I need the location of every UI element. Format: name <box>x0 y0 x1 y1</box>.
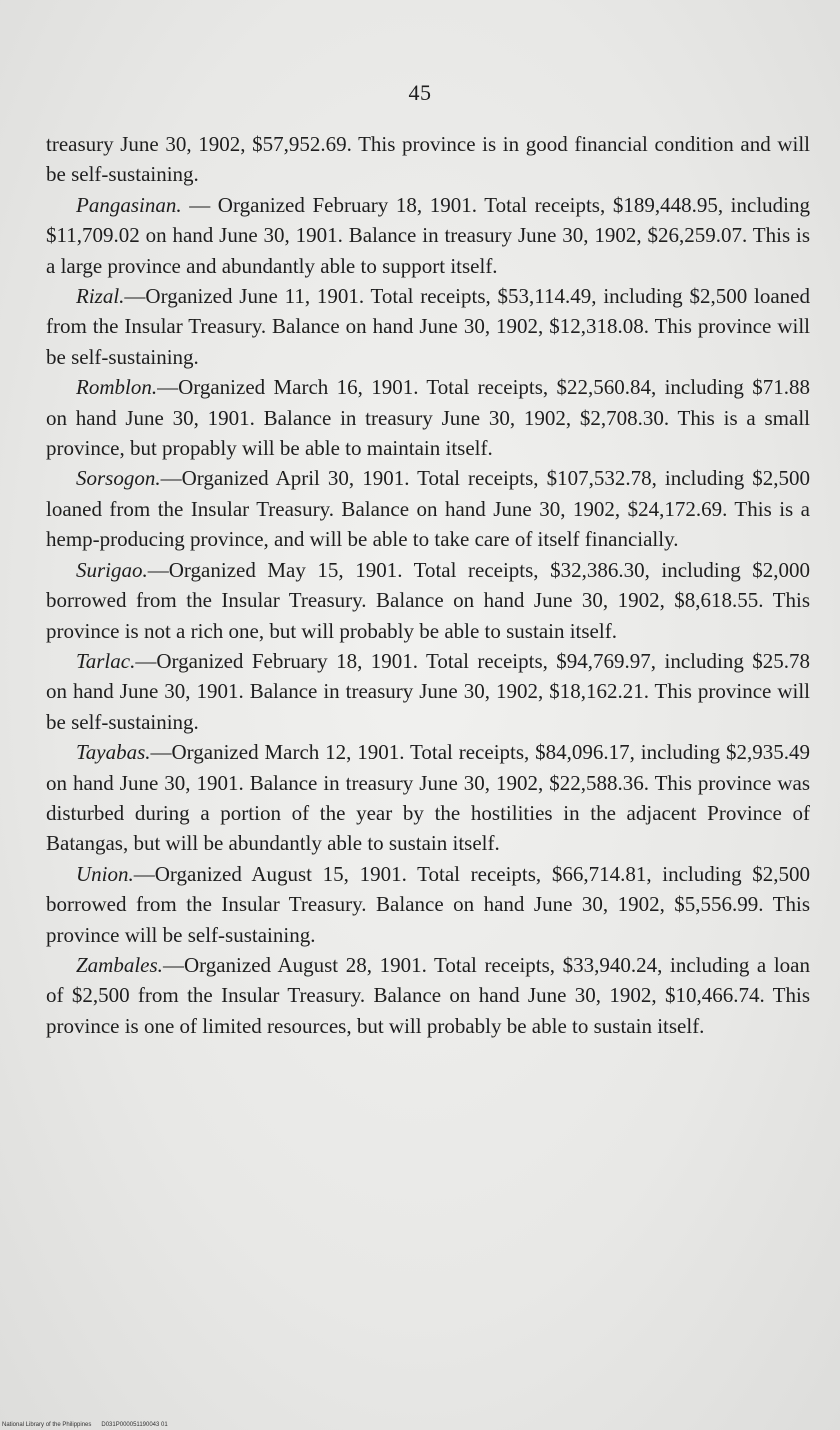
province-name: Rizal. <box>76 284 125 309</box>
scan-code: D031P000051190043 01 <box>101 1422 168 1428</box>
entry-tayabas <box>46 737 810 859</box>
entry-text: —Organized February 18, 1901. Total receipts, $94,769.97, including $25.78 on hand June 30, 1901. Balance in treasury June 30, 1902, $18,162.21. This province will be self-sustaining. <box>46 648 810 734</box>
province-name: Surigao. <box>76 557 148 582</box>
entry-romblon <box>46 372 810 463</box>
scan-footer <box>2 1422 178 1428</box>
province-name: Romblon. <box>76 375 158 400</box>
opening-paragraph: treasury June 30, 1902, $57,952.69. This province is in good financial condition and will be self-sustaining. <box>46 132 810 187</box>
body-text <box>46 129 810 1041</box>
province-name: Union. <box>76 861 134 886</box>
library-name: National Library of the Philippines <box>2 1422 92 1428</box>
entry-sorsogon <box>46 463 810 554</box>
entry-text: —Organized March 12, 1901. Total receipts, $84,096.17, including $2,935.49 on hand June 30, 1901. Balance in treasury June 30, 1902, $22,588.36. This province was disturbed during a portion of the year by the hostilities in the adjacent Province of Batangas, but will be abundantly able to sustain itself. <box>46 740 810 856</box>
entry-pangasinan <box>46 190 810 281</box>
entry-rizal <box>46 281 810 372</box>
entry-text: — Organized February 18, 1901. Total receipts, $189,448.95, including $11,709.02 on hand June 30, 1901. Balance in treasury June 30, 1902, $26,259.07. This is a large province and abundantly able to support itself. <box>46 192 810 278</box>
entry-union <box>46 859 810 950</box>
entry-zambales <box>46 950 810 1041</box>
entry-text: —Organized May 15, 1901. Total receipts, $32,386.30, including $2,000 borrowed from the Insular Treasury. Balance on hand June 30, 1902, $8,618.55. This province is not a rich one, but will probably be able to sustain itself. <box>46 557 810 643</box>
entry-text: —Organized April 30, 1901. Total receipts, $107,532.78, including $2,500 loaned from the Insular Treasury. Balance on hand June 30, 1902, $24,172.69. This is a hemp-producing province, and will be able to take care of itself financially. <box>46 466 810 552</box>
province-name: Pangasinan. <box>76 192 182 217</box>
entry-text: —Organized March 16, 1901. Total receipts, $22,560.84, including $71.88 on hand June 30, 1901. Balance in treasury June 30, 1902, $2,708.30. This is a small province, but propably will be able to maintain itself. <box>46 375 810 461</box>
entry-tarlac <box>46 646 810 737</box>
page-number: 45 <box>408 80 432 105</box>
entry-text: —Organized August 15, 1901. Total receipts, $66,714.81, including $2,500 borrowed from the Insular Treasury. Balance on hand June 30, 1902, $5,556.99. This province will be self-sustaining. <box>46 861 810 947</box>
entry-text: —Organized June 11, 1901. Total receipts, $53,114.49, including $2,500 loaned from the Insular Treasury. Balance on hand June 30, 1902, $12,318.08. This province will be self-sustaining. <box>46 284 810 369</box>
province-name: Tayabas. <box>76 740 151 765</box>
province-name: Zambales. <box>76 952 163 977</box>
entry-surigao <box>46 555 810 646</box>
entry-text: —Organized August 28, 1901. Total receipts, $33,940.24, including a loan of $2,500 from the Insular Treasury. Balance on hand June 30, 1902, $10,466.74. This province is one of limited resources, but will probably be able to sustain itself. <box>46 952 810 1038</box>
province-name: Tarlac. <box>76 648 136 673</box>
province-name: Sorsogon. <box>76 466 161 491</box>
